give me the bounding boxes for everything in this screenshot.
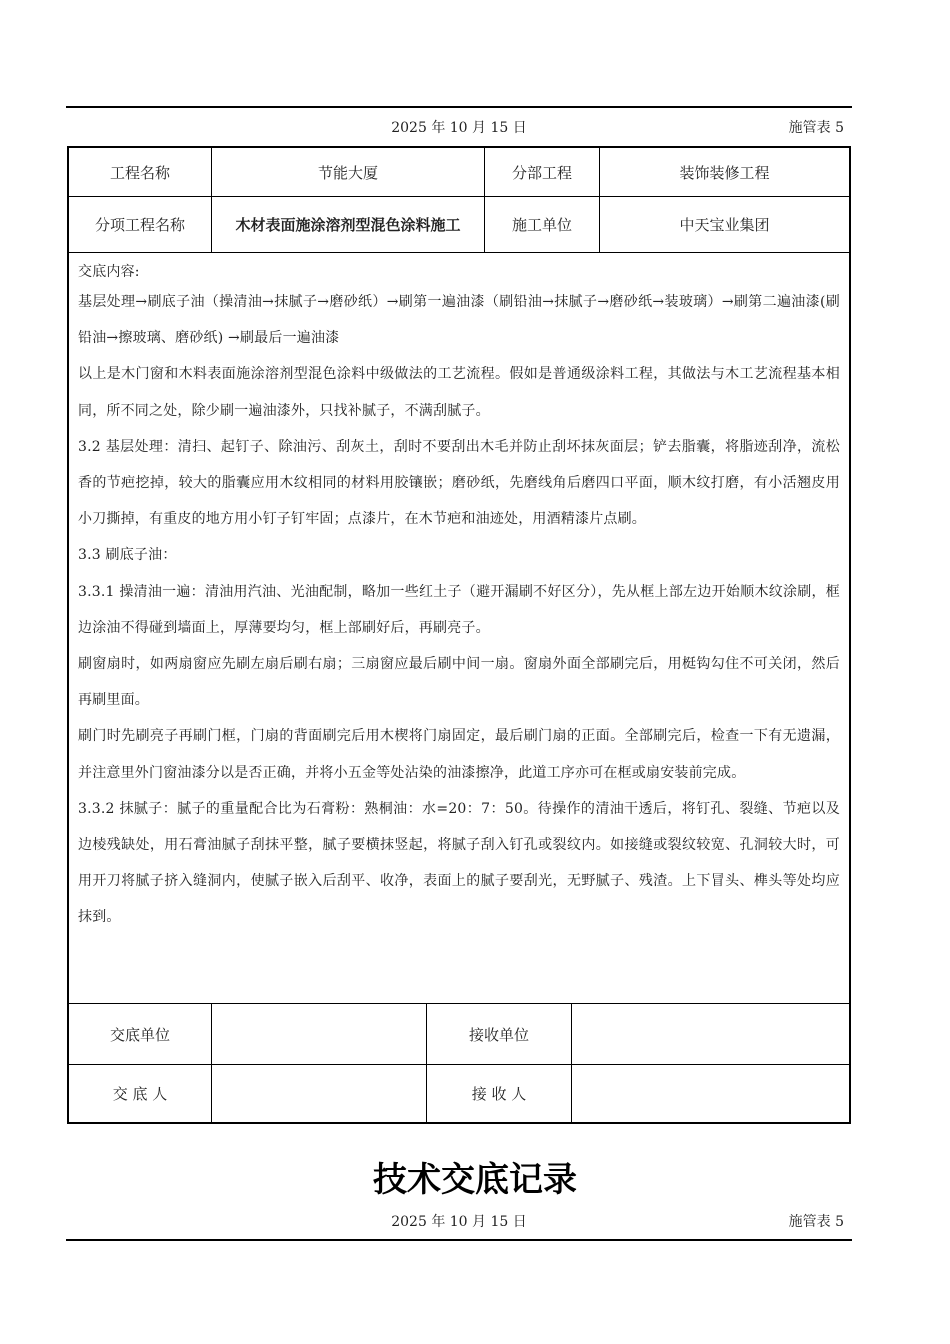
signoff-person-row — [69, 1064, 849, 1122]
next-record-date: 2025 年 10 月 15 日 — [391, 1214, 527, 1230]
page-title: 技术交底记录 — [373, 1160, 577, 1200]
issuer-person-label: 交 底 人 — [69, 1064, 212, 1122]
content-paragraph: 3.2 基层处理：清扫、起钉子、除油污、刮灰土，刮时不要刮出木毛并防止刮坏抹灰面层；铲去脂囊，将脂迹刮净，流松香的节疤挖掉，较大的脂囊应用木纹相同的材料用胶镶嵌；磨砂纸，先磨线角后磨四口平面，顺木纹打磨，有小活翘皮用小刀撕掉，有重皮的地方用小钉子钉牢固；点漆片，在木节疤和油迹处，用酒精漆片点刷。 — [78, 438, 840, 528]
project-name-label: 工程名称 — [69, 148, 212, 196]
next-record-header — [66, 1211, 852, 1231]
subitem-row — [69, 196, 849, 253]
disclosure-table — [67, 146, 851, 1124]
contractor-label: 施工单位 — [485, 196, 600, 252]
division-value: 装饰装修工程 — [679, 163, 770, 182]
content-paragraph: 3.3.2 抹腻子：腻子的重量配合比为石膏粉：熟桐油：水=20：7：50。待操作的清油干透后，将钉孔、裂缝、节疤以及边棱残缺处，用石膏油腻子刮抹平整，腻子要横抹竖起，将腻子刮入钉孔或裂纹内。如接缝或裂纹较宽、孔洞较大时，可用开刀将腻子挤入缝洞内，使腻子嵌入后刮平、收净，表面上的腻子要刮光，无野腻子、残渣。上下冒头、榫头等处均应抹到。 — [78, 800, 840, 926]
content-paragraph: 以上是木门窗和木料表面施涂溶剂型混色涂料中级做法的工艺流程。假如是普通级涂料工程，其做法与木工艺流程基本相同，所不同之处，除少刷一遍油漆外，只找补腻子，不满刮腻子。 — [78, 366, 840, 419]
issuer-unit-value — [212, 1004, 427, 1064]
division-label: 分部工程 — [485, 148, 600, 196]
content-paragraph: 3.3 刷底子油： — [78, 547, 177, 564]
next-form-number: 施管表 5 — [788, 1214, 844, 1230]
content-heading: 交底内容: — [78, 264, 140, 280]
issuer-person-value — [212, 1064, 427, 1122]
receiver-unit-value — [572, 1004, 849, 1064]
bottom-rule — [66, 1239, 852, 1241]
receiver-unit-label: 接收单位 — [427, 1004, 572, 1064]
subitem-value: 木材表面施涂溶剂型混色涂料施工 — [212, 196, 485, 252]
top-rule — [66, 106, 852, 108]
issuer-unit-label: 交底单位 — [69, 1004, 212, 1064]
content-paragraph: 基层处理→刷底子油（操清油→抹腻子→磨砂纸）→刷第一遍油漆（刷铅油→抹腻子→磨砂纸→装玻璃）→刷第二遍油漆(刷铅油→擦玻璃、磨砂纸) →刷最后一遍油漆 — [78, 294, 840, 347]
content-paragraph: 刷门时先刷亮子再刷门框，门扇的背面刷完后用木楔将门扇固定，最后刷门扇的正面。全部刷完后，检查一下有无遗漏，并注意里外门窗油漆分以是否正确，并将小五金等处沾染的油漆擦净，此道工序亦可在框或扇安装前完成。 — [78, 728, 840, 781]
project-row — [69, 148, 849, 197]
content-paragraph: 3.3.1 操清油一遍：清油用汽油、光油配制，略加一些红土子（避开漏刷不好区分），先从框上部左边开始顺木纹涂刷，框边涂油不得碰到墙面上，厚薄要均匀，框上部刷好后，再刷亮子。 — [78, 583, 840, 636]
project-name-value: 节能大厦 — [212, 148, 485, 196]
receiver-person-label: 接 收 人 — [427, 1064, 572, 1122]
form-number: 施管表 5 — [788, 120, 844, 136]
content-paragraph: 刷窗扇时，如两扇窗应先刷左扇后刷右扇；三扇窗应最后刷中间一扇。窗扇外面全部刷完后，用梃钩勾住不可关闭，然后再刷里面。 — [78, 656, 840, 709]
record-header — [66, 117, 852, 137]
disclosure-content — [69, 252, 849, 1004]
signoff-unit-row — [69, 1004, 849, 1065]
record-date: 2025 年 10 月 15 日 — [391, 120, 527, 136]
receiver-person-value — [572, 1064, 849, 1122]
subitem-label: 分项工程名称 — [69, 196, 212, 252]
contractor-value: 中天宝业集团 — [679, 215, 770, 234]
